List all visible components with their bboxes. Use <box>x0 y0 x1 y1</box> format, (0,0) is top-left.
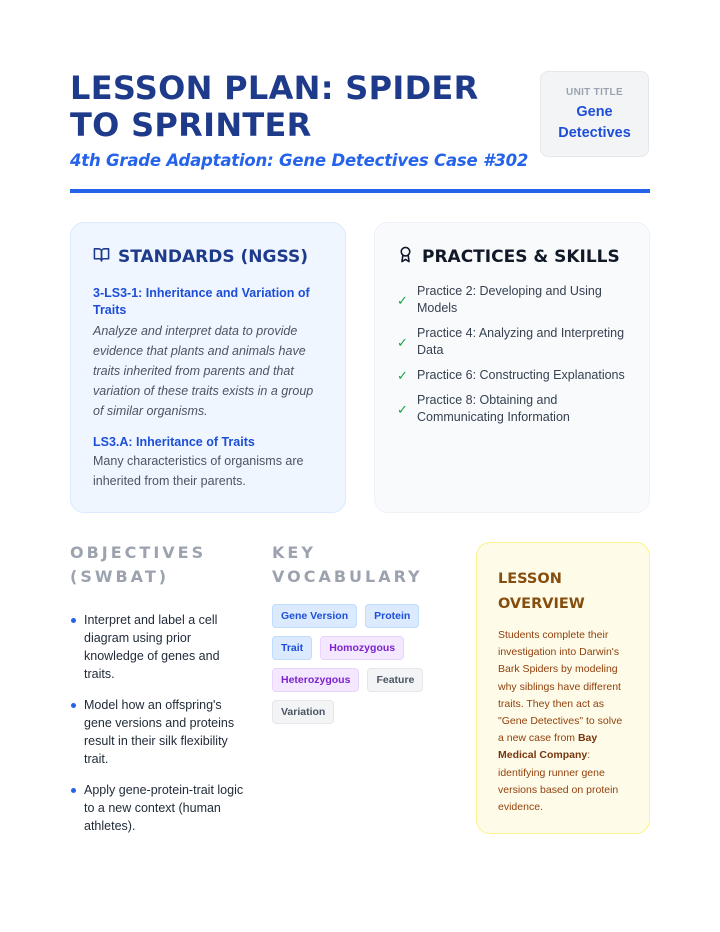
check-icon: ✓ <box>397 368 408 383</box>
check-icon: ✓ <box>397 292 408 308</box>
vocab-chip: Gene Version <box>272 604 357 628</box>
unit-title-box <box>540 71 649 157</box>
vocabulary-heading: KEY VOCABULARY <box>272 543 423 586</box>
lesson-overview-card <box>476 542 650 834</box>
practices-heading <box>397 245 627 269</box>
standard-code: 3-LS3-1: Inheritance and Variation of Traits <box>93 286 310 317</box>
overview-text-start: Students complete their investigation into Darwin's Bark Spiders by modeling why siblings have different traits. They then act as "Gene Detectives" to solve a new case from <box>498 629 623 745</box>
vocab-chip: Heterozygous <box>272 668 359 692</box>
overview-title: LESSON OVERVIEW <box>498 571 585 612</box>
award-icon <box>397 246 414 268</box>
page-title: LESSON PLAN: SPIDER TO SPRINTER <box>70 69 479 144</box>
practice-label: Practice 8: Obtaining and Communicating Information <box>417 393 570 424</box>
standard-code: LS3.A: Inheritance of Traits <box>93 435 255 449</box>
page-subtitle: 4th Grade Adaptation: Gene Detectives Case #302 <box>70 151 529 170</box>
vocab-chip: Trait <box>272 636 312 660</box>
company-name: Bay Medical Company <box>498 732 598 762</box>
book-open-icon <box>93 246 110 268</box>
list-item <box>397 325 627 359</box>
list-item <box>397 392 627 426</box>
vocab-chip: Homozygous <box>320 636 404 660</box>
standards-card <box>70 222 346 513</box>
objectives-list <box>70 611 245 848</box>
practices-title: PRACTICES & SKILLS <box>422 247 620 267</box>
vocabulary-chips <box>272 604 452 724</box>
list-item: Model how an offspring's gene versions and proteins result in their silk flexibility trait. <box>70 696 245 768</box>
unit-title-label: UNIT TITLE <box>566 87 623 98</box>
check-icon: ✓ <box>397 334 408 350</box>
practices-list <box>397 283 627 426</box>
vocab-chip: Variation <box>272 700 334 724</box>
practice-label: Practice 6: Constructing Explanations <box>417 368 625 382</box>
list-item <box>397 283 627 317</box>
practice-label: Practice 4: Analyzing and Interpreting Data <box>417 326 625 357</box>
practices-card <box>374 222 650 513</box>
standards-title: STANDARDS (NGSS) <box>118 247 308 267</box>
unit-title-value: Gene Detectives <box>558 104 631 141</box>
list-item: Apply gene-protein-trait logic to a new context (human athletes). <box>70 781 245 835</box>
list-item <box>397 367 627 384</box>
standards-heading <box>93 245 323 269</box>
standard-description: Many characteristics of organisms are inherited from their parents. <box>93 454 304 488</box>
objectives-heading: OBJECTIVES (SWBAT) <box>70 543 207 586</box>
header-divider <box>70 189 650 193</box>
standard-description: Analyze and interpret data to provide evidence that plants and animals have traits inherited from parents and that variation of these traits exists in a group of similar organisms. <box>93 324 314 418</box>
vocab-chip: Feature <box>367 668 423 692</box>
overview-text <box>498 627 628 816</box>
list-item: Interpret and label a cell diagram using prior knowledge of genes and traits. <box>70 611 245 683</box>
overview-text-end: : identifying runner gene versions based on protein evidence. <box>498 749 619 814</box>
check-icon: ✓ <box>397 401 408 417</box>
vocab-chip: Protein <box>365 604 419 628</box>
practice-label: Practice 2: Developing and Using Models <box>417 284 602 315</box>
